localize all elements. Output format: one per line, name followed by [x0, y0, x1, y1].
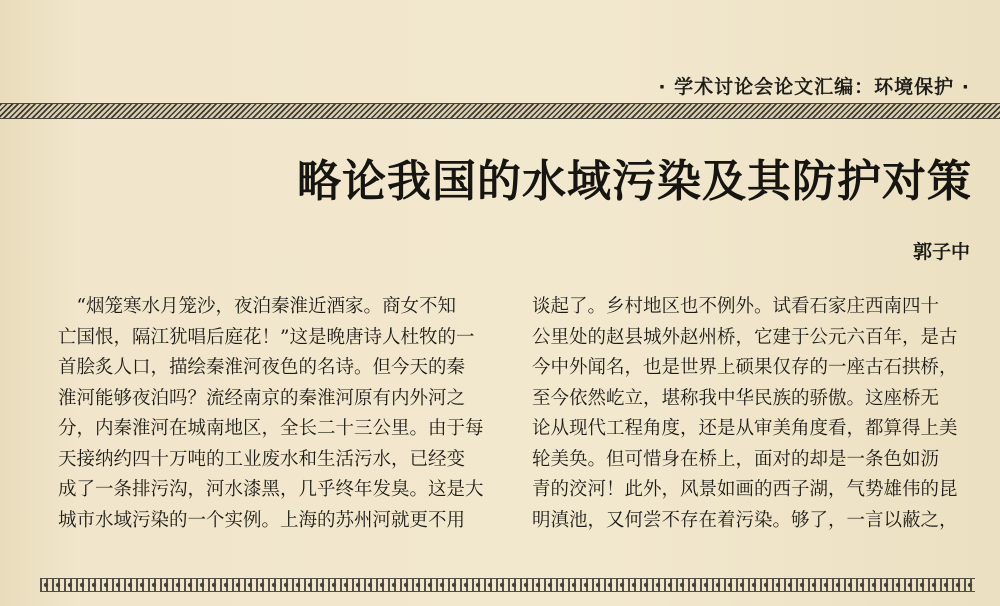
article-author: 郭子中 [912, 241, 970, 263]
text-column-left [58, 292, 506, 536]
body-line: 亡国恨，隔江犹唱后庭花！”这是晚唐诗人杜牧的一 [58, 326, 475, 348]
body-line: “烟笼寒水月笼沙，夜泊秦淮近酒家。商女不知 [58, 296, 456, 317]
body-line: 轮美奂。但可惜身在桥上，面对的却是一条色如沥 [532, 448, 940, 470]
body-line: 公里处的赵县城外赵州桥，它建于公元六百年，是古 [532, 326, 958, 348]
header-divider [0, 103, 1000, 119]
body-line: 成了一条排污沟，河水漆黑，几乎终年发臭。这是大 [58, 479, 484, 500]
footer-ornament-divider [40, 578, 975, 592]
text-column-right [532, 292, 980, 536]
body-line: 论从现代工程角度，还是从审美角度看，都算得上美 [532, 418, 958, 439]
body-line: 分，内秦淮河在城南地区，全长二十三公里。由于每 [58, 418, 484, 439]
body-line: 天接纳约四十万吨的工业废水和生活污水，已经变 [58, 448, 466, 470]
body-line: 青的洨河！此外，风景如画的西子湖，气势雄伟的昆 [532, 479, 958, 500]
body-line: 谈起了。乡村地区也不例外。试看石家庄西南四十 [532, 296, 940, 317]
body-line: 明滇池，又何尝不存在着污染。够了，一言以蔽之， [532, 509, 958, 531]
body-line: 首脍炙人口，描绘秦淮河夜色的名诗。但今天的秦 [58, 357, 466, 378]
body-line: 今中外闻名，也是世界上硕果仅存的一座古石拱桥， [532, 357, 958, 378]
body-line: 城市水域污染的一个实例。上海的苏州河就更不用 [58, 509, 466, 531]
body-line: 至今依然屹立，堪称我中华民族的骄傲。这座桥无 [532, 387, 940, 409]
article-title: 略论我国的水域污染及其防护对策 [297, 156, 972, 207]
section-header: · 学术讨论会论文汇编：环境保护 · [658, 76, 970, 98]
body-line: 淮河能够夜泊吗？流经南京的秦淮河原有内外河之 [58, 387, 466, 409]
